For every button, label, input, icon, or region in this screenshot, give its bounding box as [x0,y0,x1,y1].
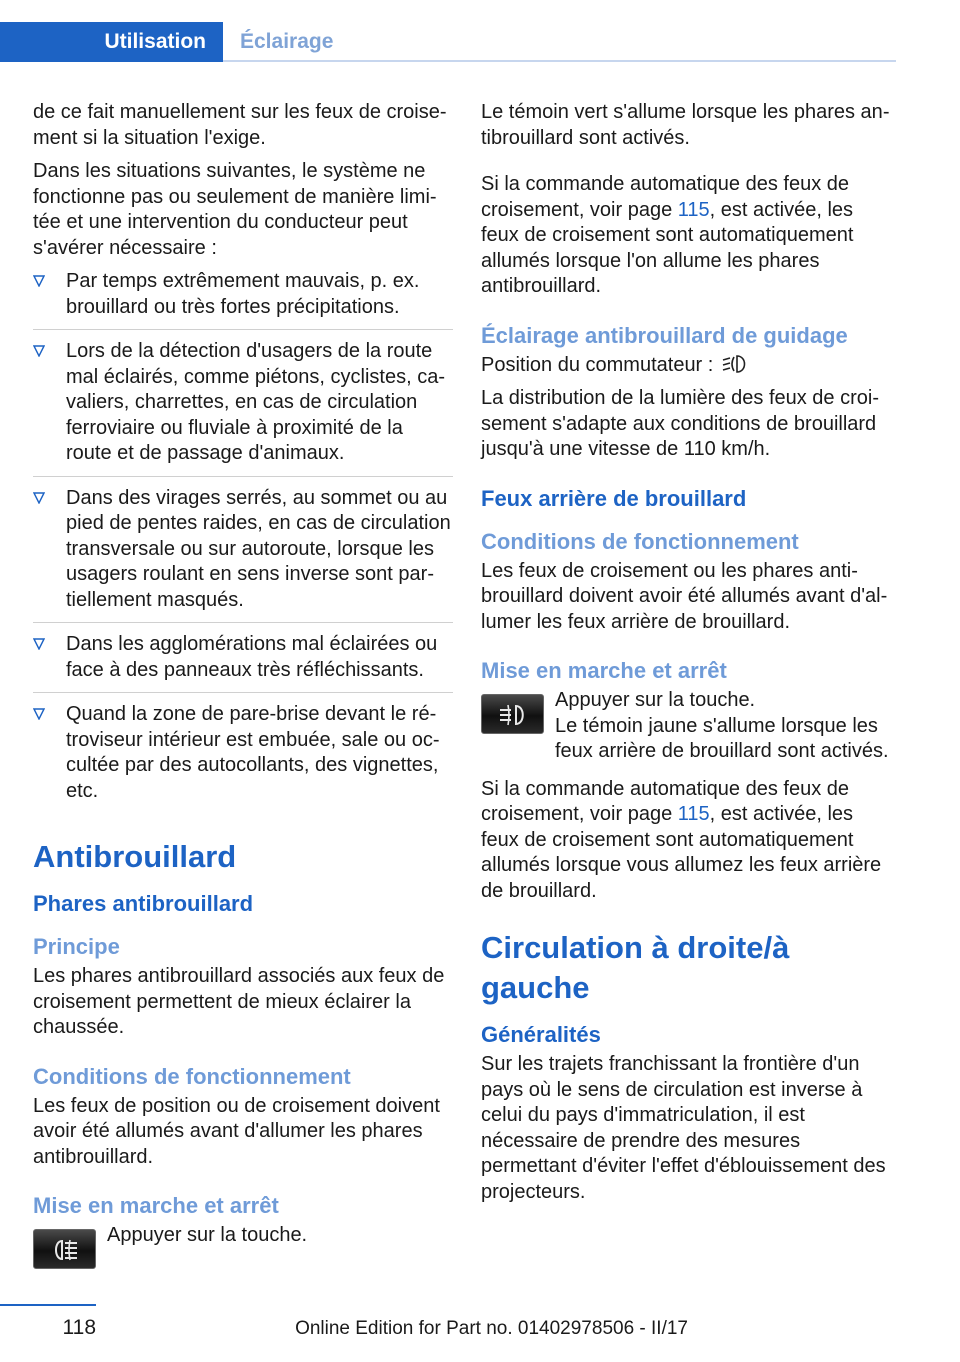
heading-feux-arriere: Feux arrière de brouillard [481,485,747,511]
paragraph-position: Position du commutateur : [481,353,893,379]
situations-list [33,269,453,813]
heading-marche-arret-arriere: Mise en marche et arrêt [481,658,727,683]
paragraph-principe: Les phares antibrouillard associés aux feux de croisement permettent de mieux éclairer la chaussée. [33,965,445,1038]
list-item [33,702,453,813]
list-item [33,269,453,330]
triangle-bullet-icon [33,492,45,504]
section-title-circulation: Circulation à droite/à gauche [481,930,790,1005]
triangle-bullet-icon [33,275,45,287]
paragraph-distribution: La distribution de la lumière des feux de croisement s'adapte aux conditions de brouillard jusqu'à une vitesse de 110 km/h. [481,387,879,460]
footer-divider [0,1304,96,1306]
heading-principe: Principe [33,934,120,959]
list-item [33,339,453,477]
heading-marche-arret: Mise en marche et arrêt [33,1193,279,1218]
paragraph-situations: Dans les situations suivantes, le système ne fonctionne pas ou seulement de manière limitée et une intervention du conducteur peut s'avérer nécessaire : [33,160,437,259]
left-column [33,100,453,1273]
heading-conditions: Conditions de fonctionnement [33,1063,351,1089]
section-tab[interactable]: Éclairage [240,30,334,53]
list-item-text: Quand la zone de pare-brise devant le rétroviseur intérieur est embuée, sale ou occultée par des autocollants, des vignettes, etc. [66,703,440,802]
paragraph-generalites: Sur les trajets franchissant la frontière d'un pays où le sens de circulation est inverse à celui du pays d'immatriculation, il est nécessaire de prendre des mesures permettant d'éviter l'effet d'éblouissement des projecteurs. [481,1053,886,1203]
triangle-bullet-icon [33,638,45,650]
paragraph-temoin-vert: Le témoin vert s'allume lorsque les phares antibrouillard sont activés. [481,101,890,149]
paragraph-conditions-arriere: Les feux de croisement ou les phares antibrouillard doivent avoir été allumés avant d'allumer les feux arrière de brouillard. [481,559,888,633]
triangle-bullet-icon [33,345,45,357]
paragraph-conditions: Les feux de position ou de croisement doivent avoir été allumés avant d'allumer les phares antibrouillard. [33,1094,440,1168]
heading-guidage: Éclairage antibrouillard de guidage [481,322,848,348]
list-item [33,632,453,693]
list-item-text: Dans des virages serrés, au sommet ou au pied de pentes raides, en cas de circulation transversale ou sur autoroute, lorsque les usagers roulant en sens inverse sont partiellement masqués. [66,486,451,611]
front-fog-light-button[interactable] [33,1229,96,1269]
paragraph-appuyer-arriere: Appuyer sur la touche. [555,689,756,711]
list-item [33,486,453,624]
paragraph-temoin-jaune: Le témoin jaune s'allume lorsque les feux arrière de brouillard sont activés. [555,714,889,762]
page-number: 118 [62,1316,96,1339]
page-link[interactable]: 115 [677,803,710,825]
paragraph-intro: de ce fait manuellement sur les feux de croisement si la situation l'exige. [33,101,447,149]
chapter-tab-active[interactable]: Utilisation [0,22,223,62]
rear-fog-light-button[interactable] [481,694,544,734]
section-title-antibrouillard: Antibrouillard [33,839,237,874]
rear-fog-light-icon [496,703,530,727]
list-item-text: Lors de la détection d'usagers de la route mal éclairés, comme piétons, cyclistes, cavaliers, charrettes, en cas de circulation ferroviaire ou fluviale à proximité de la route et de passage d'animaux. [66,340,446,464]
paragraph-appuyer: Appuyer sur la touche. [107,1224,308,1246]
front-fog-light-icon [48,1238,82,1262]
page-header [0,22,896,62]
paragraph-commande-auto-arriere: Si la commande automatique des feux de croisement, voir page 115, est activée, les feux de croisement sont automatiquement allumés lorsque vous allumez les feux arrière de brouillard. [481,777,882,902]
edition-note: Online Edition for Part no. 01402978506 - II/17 [295,1318,688,1339]
guidance-fog-light-icon [721,354,749,374]
heading-generalites: Généralités [481,1022,601,1047]
list-item-text: Dans les agglomérations mal éclairées ou face à des panneaux très réfléchissants. [66,633,438,681]
page-link[interactable]: 115 [677,198,710,221]
triangle-bullet-icon [33,708,45,720]
right-column [481,100,893,1213]
list-item-text: Par temps extrêmement mauvais, p. ex. brouillard ou très fortes précipitations. [66,270,420,318]
rear-fog-button-row [481,688,893,765]
heading-conditions-arriere: Conditions de fonctionnement [481,528,799,554]
heading-phares-antibrouillard: Phares antibrouillard [33,891,254,916]
fog-light-button-row [33,1223,453,1267]
paragraph-commande-auto: Si la commande automatique des feux de croisement, voir page 115, est activée, les feux de croisement sont automatiquement allumés lorsque l'on allume les phares antibrouillard. [481,173,854,297]
header-divider [223,60,896,62]
